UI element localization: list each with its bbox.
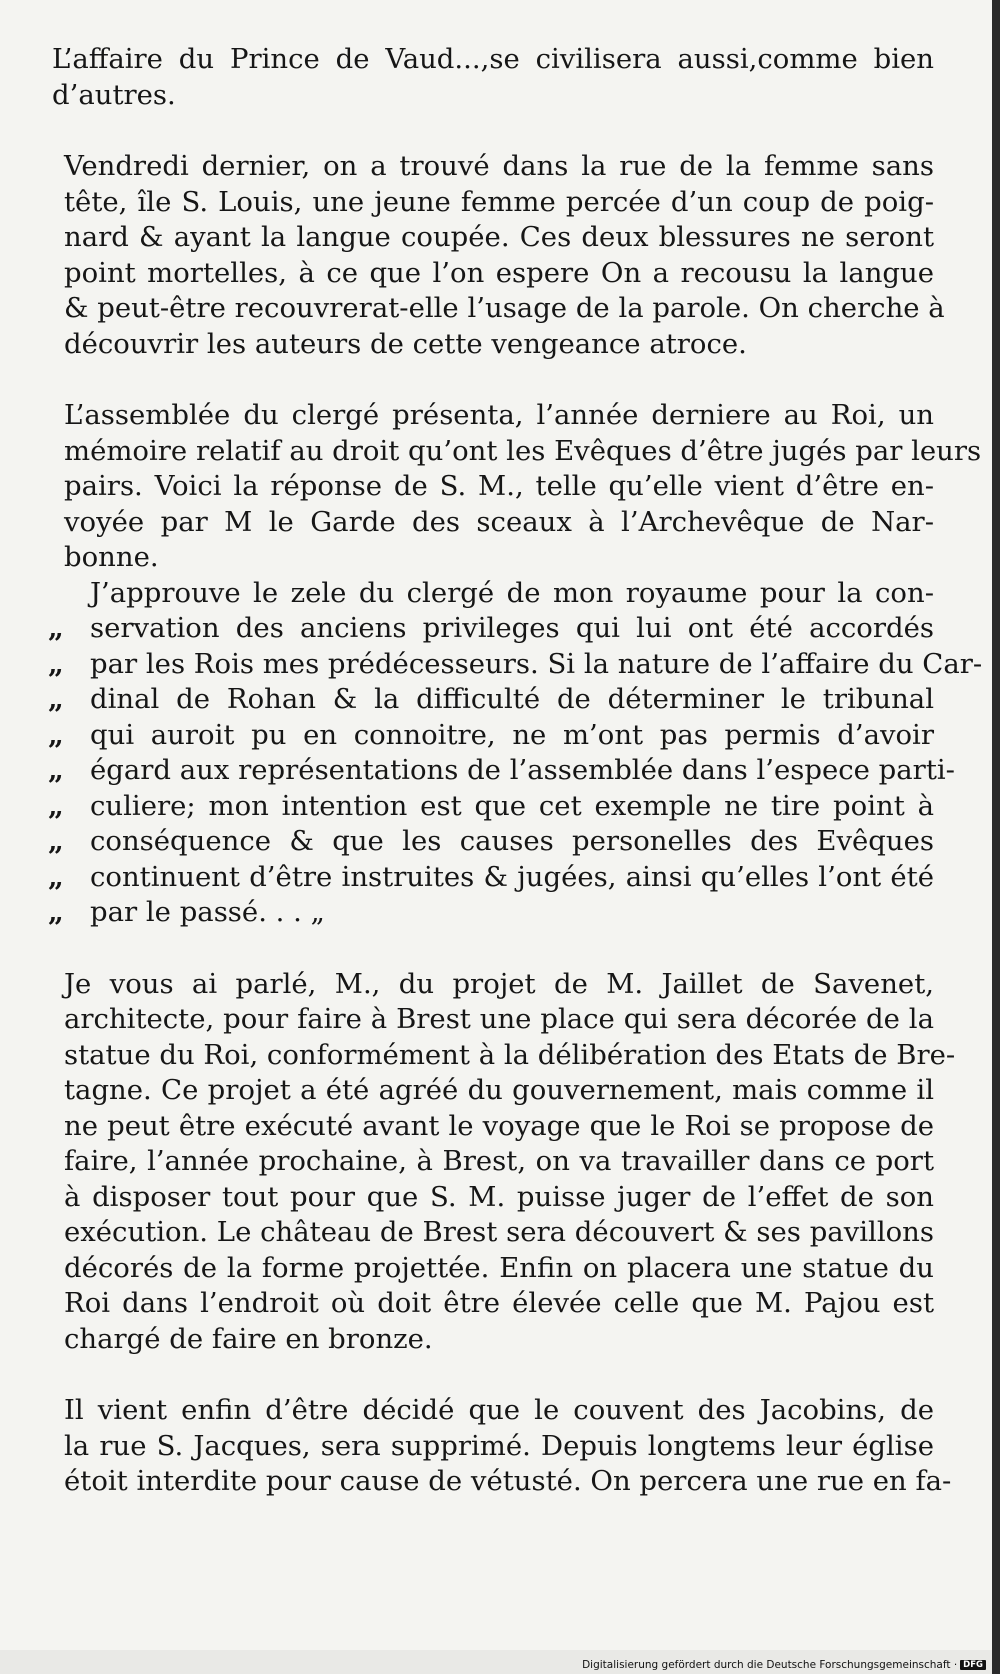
paragraph-prince-de-vaud bbox=[52, 42, 934, 113]
quote-line-text: continuent d’être instruites & jugées, ainsi qu’elles l’ont été bbox=[90, 860, 934, 893]
quote-line bbox=[48, 895, 934, 931]
quote-line bbox=[52, 576, 934, 612]
text-line: tête, île S. Louis, une jeune femme percée d’un coup de poig- bbox=[64, 185, 934, 218]
text-line: statue du Roi, conformément à la délibération des Etats de Bre- bbox=[64, 1038, 956, 1071]
text-line: découvrir les auteurs de cette vengeance atroce. bbox=[64, 327, 747, 360]
text-line: chargé de faire en bronze. bbox=[64, 1322, 433, 1355]
text-line: ne peut être exécuté avant le voyage que le Roi se propose de bbox=[64, 1109, 934, 1142]
text-line: Vendredi dernier, on a trouvé dans la rue de la femme sans bbox=[64, 150, 934, 182]
text-line: & peut-être recouvrerat-elle l’usage de la parole. On cherche à bbox=[64, 292, 945, 324]
text-line: faire, l’année prochaine, à Brest, on va travailler dans ce port bbox=[64, 1145, 934, 1177]
text-line: L’affaire du Prince de Vaud...,se civilisera aussi,comme bien bbox=[52, 43, 934, 75]
text-line: mémoire relatif au droit qu’ont les Evêques d’être jugés par leurs bbox=[64, 434, 982, 467]
text-line: L’assemblée du clergé présenta, l’année derniere au Roi, un bbox=[64, 399, 934, 431]
quote-line bbox=[48, 682, 934, 718]
quote-line-text: par le passé. . . bbox=[90, 896, 302, 928]
quote-line bbox=[48, 611, 934, 647]
quote-line bbox=[48, 718, 934, 754]
text-line: étoit interdite pour cause de vétusté. On percera une rue en fa- bbox=[64, 1465, 952, 1497]
text-line: d’autres. bbox=[52, 78, 176, 111]
quote-line-text: servation des anciens privileges qui lui ont été accordés bbox=[90, 612, 934, 644]
quote-line bbox=[48, 824, 934, 860]
scan-border bbox=[992, 0, 1000, 1674]
quote-line bbox=[48, 753, 955, 789]
quote-mark: „ bbox=[48, 754, 64, 786]
quote-line-text: dinal de Rohan & la difficulté de déterminer le tribunal bbox=[90, 683, 934, 715]
digitization-credit bbox=[582, 1659, 986, 1671]
text-line: point mortelles, à ce que l’on espere On a recousu la langue bbox=[64, 256, 934, 289]
quote-line-text: égard aux représentations de l’assemblée dans l’espece parti- bbox=[90, 754, 955, 786]
text-line: tagne. Ce projet a été agréé du gouvernement, mais comme il bbox=[64, 1074, 934, 1106]
paragraph-femme-poignardee bbox=[52, 149, 945, 362]
paragraph-assemblee-clerge bbox=[52, 398, 982, 576]
quote-line bbox=[48, 789, 934, 825]
quote-line-text: J’approuve le zele du clergé de mon royaume pour la con- bbox=[90, 576, 934, 609]
dfg-logo: DFG bbox=[960, 1660, 986, 1670]
quote-mark: „ bbox=[48, 825, 64, 857]
quote-mark: „ bbox=[48, 896, 64, 928]
text-line: Je vous ai parlé, M., du projet de M. Jaillet de Savenet, bbox=[64, 967, 934, 1000]
text-line: architecte, pour faire à Brest une place qui sera décorée de la bbox=[64, 1003, 934, 1035]
royal-reply-quote bbox=[48, 576, 983, 931]
quote-line-text: par les Rois mes prédécesseurs. Si la nature de l’affaire du Car- bbox=[90, 647, 983, 680]
quote-mark: „ bbox=[48, 789, 64, 822]
quote-mark: „ bbox=[48, 647, 64, 680]
quote-close-mark: „ bbox=[310, 896, 325, 928]
text-line: Roi dans l’endroit où doit être élevée celle que M. Pajou est bbox=[64, 1287, 934, 1319]
quote-mark: „ bbox=[48, 683, 64, 715]
paragraph-projet-brest bbox=[52, 967, 956, 1358]
text-line: à disposer tout pour que S. M. puisse juger de l’effet de son bbox=[64, 1180, 934, 1213]
quote-line-text: qui auroit pu en connoitre, ne m’ont pas permis d’avoir bbox=[90, 718, 934, 751]
text-line: exécution. Le château de Brest sera découvert & ses pavillons bbox=[64, 1216, 934, 1248]
quote-line-text: conséquence & que les causes personelles des Evêques bbox=[90, 825, 934, 857]
quote-line bbox=[48, 647, 983, 683]
text-line: pairs. Voici la réponse de S. M., telle qu’elle vient d’être en- bbox=[64, 470, 934, 502]
text-line: voyée par M le Garde des sceaux à l’Archevêque de Nar- bbox=[64, 505, 934, 538]
quote-mark: „ bbox=[48, 860, 64, 893]
quote-mark: „ bbox=[48, 612, 64, 644]
text-line: Il vient enfin d’être décidé que le couvent des Jacobins, de bbox=[64, 1394, 934, 1426]
text-line: la rue S. Jacques, sera supprimé. Depuis longtems leur église bbox=[64, 1429, 934, 1462]
text-line: bonne. bbox=[64, 541, 159, 573]
paragraph-couvent-jacobins bbox=[52, 1393, 952, 1500]
quote-mark: „ bbox=[48, 718, 64, 751]
quote-line bbox=[48, 860, 934, 896]
text-line: nard & ayant la langue coupée. Ces deux blessures ne seront bbox=[64, 221, 934, 253]
quote-line-text: culiere; mon intention est que cet exemple ne tire point à bbox=[90, 789, 934, 822]
credit-text: Digitalisierung gefördert durch die Deutsche Forschungsgemeinschaft · bbox=[582, 1659, 958, 1671]
text-line: décorés de la forme projettée. Enfin on placera une statue du bbox=[64, 1251, 934, 1284]
